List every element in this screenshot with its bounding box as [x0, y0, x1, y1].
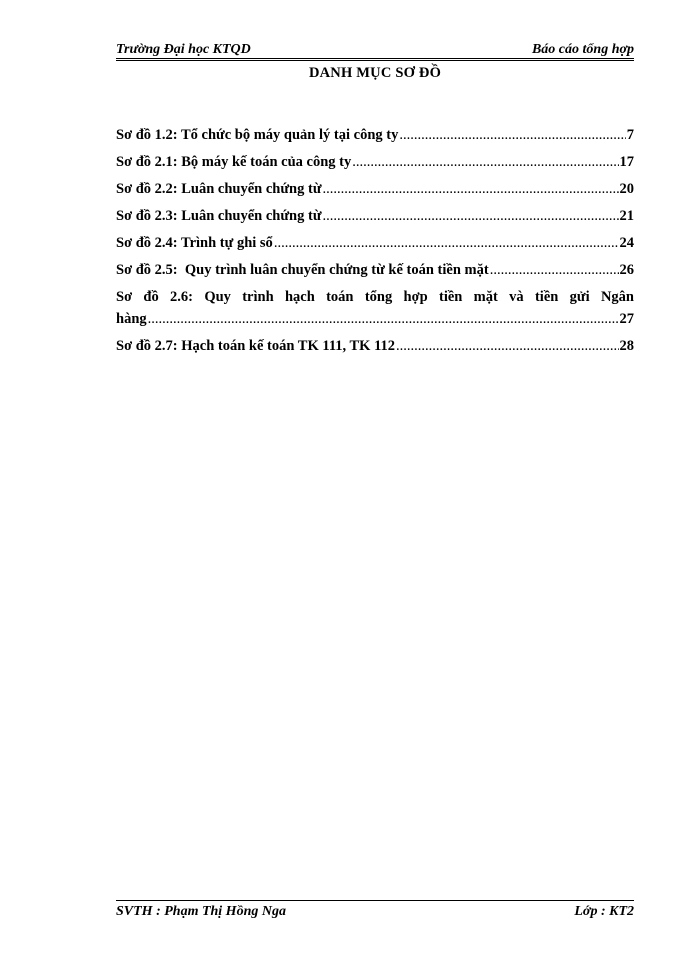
toc-entry[interactable] [116, 151, 634, 173]
footer-class: Lớp : KT2 [574, 904, 634, 919]
toc-entry-page: 20 [619, 181, 634, 197]
toc-entry-page: 27 [619, 311, 634, 327]
toc-entry-page: 28 [619, 338, 634, 354]
page-title: DANH MỤC SƠ ĐỒ [308, 65, 442, 81]
toc-entry[interactable] [116, 232, 634, 254]
toc-entry-page: 21 [619, 208, 634, 224]
header-report-type: Báo cáo tổng hợp [531, 42, 634, 57]
toc-entry-label-continued: hàng [116, 311, 147, 327]
leader-dots [399, 124, 625, 146]
toc-entry[interactable] [116, 259, 634, 281]
toc-entry[interactable] [116, 335, 634, 357]
toc-entry-label: Sơ đồ 2.7: Hạch toán kế toán TK 111, TK 112 [116, 338, 396, 354]
leader-dots [490, 259, 619, 281]
header-rule [116, 58, 634, 59]
footer-student: SVTH : Phạm Thị Hồng Nga [116, 904, 286, 919]
header-rule-secondary [116, 60, 634, 61]
toc-entry-label: Sơ đồ 1.2: Tổ chức bộ máy quản lý tại công ty [116, 127, 399, 143]
toc-entry-page: 26 [619, 262, 634, 278]
page-footer [116, 904, 634, 924]
toc-entry-page: 24 [619, 235, 634, 251]
leader-dots [274, 232, 619, 254]
leader-dots [396, 335, 618, 357]
toc-entry-label: Sơ đồ 2.3: Luân chuyển chứng từ [116, 208, 322, 224]
toc-entry[interactable] [116, 286, 634, 330]
toc-entry-page: 7 [626, 127, 634, 143]
toc-entry-label: Sơ đồ 2.1: Bộ máy kế toán của công ty [116, 154, 352, 170]
toc-entry[interactable] [116, 205, 634, 227]
leader-dots [148, 308, 619, 330]
diagram-list [116, 124, 634, 362]
toc-entry-label: Sơ đồ 2.5: Quy trình luân chuyển chứng từ kế toán tiền mặt [116, 262, 489, 278]
footer-rule [116, 900, 634, 901]
toc-entry-page: 17 [619, 154, 634, 170]
page-header [116, 40, 634, 60]
toc-entry[interactable] [116, 124, 634, 146]
toc-entry-label: Sơ đồ 2.6: Quy trình hạch toán tổng hợp tiền mặt và tiền gửi Ngân [116, 289, 634, 305]
toc-entry-label: Sơ đồ 2.4: Trình tự ghi sổ [116, 235, 273, 251]
leader-dots [323, 178, 619, 200]
toc-entry-label: Sơ đồ 2.2: Luân chuyển chứng từ [116, 181, 322, 197]
leader-dots [352, 151, 618, 173]
toc-entry[interactable] [116, 178, 634, 200]
leader-dots [323, 205, 619, 227]
header-school: Trường Đại học KTQD [116, 42, 251, 57]
